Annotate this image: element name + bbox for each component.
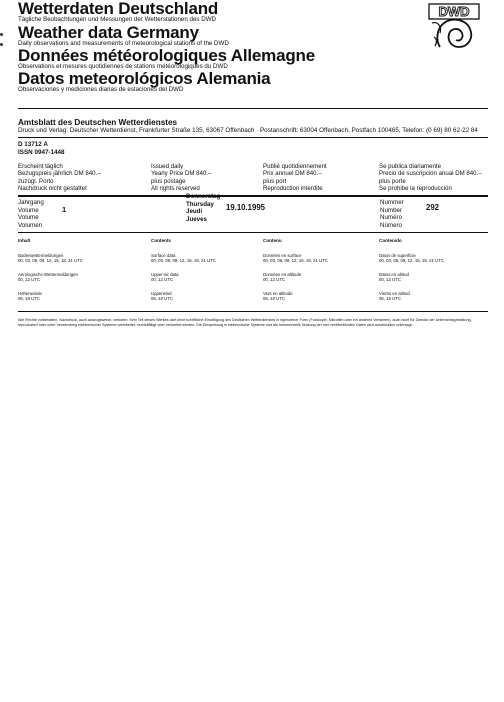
contents-cell-german-surface: Bodenwettermeldungen 00, 03, 06, 09, 12, 15, 18, 21 UTC (18, 253, 83, 264)
title-spanish: Datos meteorológicos Alemania (18, 69, 271, 88)
contents-header-german: Inhalt (18, 238, 31, 243)
contents-header-english: Contents (151, 238, 171, 243)
d-number: D 13712 A (18, 141, 48, 148)
title-english: Weather data Germany (18, 23, 199, 42)
contents-cell-spanish-upperwind: Viento en altitud 06, 18 UTC (379, 291, 410, 302)
dwd-logo-text: DWD (438, 4, 470, 19)
volume-labels: Jahrgang Volume Volume Volumen (18, 199, 44, 229)
issue-date: 19.10.1995 (226, 203, 266, 212)
punch-hole-mark (0, 43, 3, 46)
issue-rule (18, 195, 488, 197)
copyright-notice: Alle Rechte vorbehalten. Nachdruck, auch auszugsweise, verboten. Kein Teil dieses Werkes darf ohne schriftliche Einwilligung des Deutschen Wetterdienstes in irgendeiner Form (Fotokopie, Mikrofilm oder ein anderes Verfahren), auch nicht für Zwecke der Unterrichtsgestaltung, reproduziert oder unter Verwendung elektronischer Systeme verarbeitet, vervielfältigt oder verbreitet werden. Die Einspeisung in elektronische Systeme und die kommerzielle Nutzung der hier veröffentlichten Daten wird ausdrücklich untersagt. (18, 318, 472, 327)
number-labels: Nummer Number Numéro Número (380, 199, 404, 229)
issn-number: ISSN 0947-1448 (18, 149, 65, 156)
contents-cell-english-surface: Surface data 00, 03, 06, 09, 12, 15, 18, 21 UTC (151, 253, 216, 264)
volume-value: 1 (62, 205, 67, 214)
subtitle-spanish: Observaciones y mediciones diarias de estaciones del DWD (18, 86, 184, 93)
contents-cell-spanish-surface: Datos de superficie 00, 03, 06, 09, 12, 15, 18, 21 UTC (379, 253, 444, 264)
title-french: Données météorologiques Allemagne (18, 46, 315, 65)
header-rule (18, 108, 488, 109)
title-german: Wetterdaten Deutschland (18, 0, 219, 18)
contents-cell-german-upper-air: Aerologische Wettermeldungen 00, 12 UTC (18, 272, 78, 283)
amtsblatt-title: Amtsblatt des Deutschen Wetterdienstes (18, 118, 178, 127)
issue-number: 292 (426, 203, 440, 212)
subtitle-english: Daily observations and measurements of meteorological stations of the DWD (18, 40, 229, 47)
issue-info-german: Erscheint täglich Bezugspreis jährlich DM 840.– zuzügl. Porto Nachdruck nicht gestattet (18, 163, 101, 192)
contents-cell-spanish-upper-air: Datos en altitud 00, 12 UTC (379, 272, 409, 283)
contents-rule (18, 311, 488, 312)
contents-cell-french-surface: Données en surface 00, 03, 06, 09, 12, 15, 18, 21 UTC (263, 253, 328, 264)
subtitle-german: Tägliche Beobachtungen und Messungen der Wetterstationen des DWD (18, 16, 217, 23)
contents-cell-french-upperwind: Vent en altitude 06, 18 UTC (263, 291, 293, 302)
contents-cell-english-upperwind: Upperwind 06, 18 UTC (151, 291, 173, 302)
volume-rule (18, 232, 488, 233)
dwd-logo (428, 3, 480, 51)
contents-cell-english-upper-air: Upper-air data 00, 12 UTC (151, 272, 179, 283)
publisher-address: Druck und Verlag: Deutscher Wetterdienst, Frankfurter Straße 135, 63067 Offenbach · Postanschrift: 63004 Offenbach, Postfach 100465, Telefon: (0 69) 80 62-22 84 (18, 127, 478, 134)
publisher-rule (18, 137, 488, 138)
contents-cell-french-upper-air: Données en altitude 00, 12 UTC (263, 272, 302, 283)
issue-info-english: Issued daily Yearly Price DM 840.– plus postage All rights reserved (151, 163, 212, 192)
contents-header-spanish: Contenido (379, 238, 402, 243)
subtitle-french: Observations et mesures quotidiennes de stations météorologiques du DWD (18, 63, 228, 70)
contents-header-french: Contenu (263, 238, 282, 243)
issue-info-spanish: Se publica diariamente Precio de suscripción anual DM 840.– plus porte Se prohibe la reproducción (379, 163, 482, 192)
issue-info-french: Publié quotidiennement Prix annuel DM 840.– plus port Reproduction interdite (263, 163, 327, 192)
punch-hole-mark (0, 33, 3, 36)
weekday-names: Donnerstag Thursday Jeudi Jueves (186, 193, 221, 223)
contents-cell-german-upperwind: Höhenwinde 06, 18 UTC (18, 291, 42, 302)
